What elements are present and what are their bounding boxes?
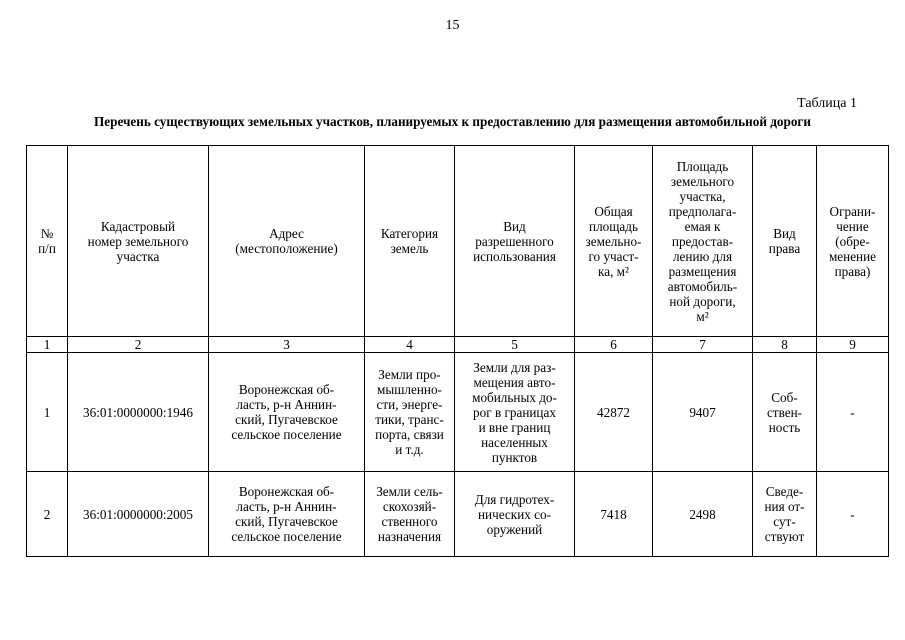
- header-row: [27, 146, 889, 337]
- column-number: 9: [817, 337, 889, 353]
- right-cell: Сведе- ния от- сут- ствуют: [753, 472, 817, 557]
- planned-area-cell: 2498: [653, 472, 753, 557]
- right-cell: Соб- ствен- ность: [753, 353, 817, 472]
- header-cell-total-area: Общая площадь земельно- го участ- ка, м²: [575, 146, 653, 337]
- use-cell: Земли для раз- мещения авто- мобильных до- рог в границах и вне границ населенных пунктов: [455, 353, 575, 472]
- header-cell-planned-area: Площадь земельного участка, предполага- емая к предостав- лению для размещения автомобиль- ной дороги, м²: [653, 146, 753, 337]
- column-number: 2: [68, 337, 209, 353]
- header-cell-restriction: Ограни- чение (обре- менение права): [817, 146, 889, 337]
- table-title: Перечень существующих земельных участков, планируемых к предоставлению для размещения автомобильной дороги: [94, 114, 811, 129]
- header-cell-number: № п/п: [27, 146, 68, 337]
- column-number: 7: [653, 337, 753, 353]
- cadastral-number: 36:01:0000000:2005: [68, 472, 209, 557]
- category-cell: Земли сель- скохозяй- ственного назначения: [365, 472, 455, 557]
- restriction-cell: -: [817, 472, 889, 557]
- header-cell-category: Категория земель: [365, 146, 455, 337]
- column-number-row: [27, 337, 889, 353]
- header-cell-right: Вид права: [753, 146, 817, 337]
- column-number: 4: [365, 337, 455, 353]
- row-number: 1: [27, 353, 68, 472]
- table-row: [27, 472, 889, 557]
- column-number: 3: [209, 337, 365, 353]
- table-label: Таблица 1: [797, 96, 857, 111]
- use-cell: Для гидротех- нических со- оружений: [455, 472, 575, 557]
- header-cell-address: Адрес (местоположение): [209, 146, 365, 337]
- column-number: 6: [575, 337, 653, 353]
- address-cell: Воронежская об- ласть, р-н Аннин- ский, Пугачевское сельское поселение: [209, 472, 365, 557]
- address-cell: Воронежская об- ласть, р-н Аннин- ский, Пугачевское сельское поселение: [209, 353, 365, 472]
- page-number: 15: [445, 18, 460, 33]
- header-cell-cadastral: Кадастровый номер земельного участка: [68, 146, 209, 337]
- column-number: 5: [455, 337, 575, 353]
- column-number: 1: [27, 337, 68, 353]
- total-area-cell: 7418: [575, 472, 653, 557]
- total-area-cell: 42872: [575, 353, 653, 472]
- category-cell: Земли про- мышленно- сти, энерге- тики, транс- порта, связи и т.д.: [365, 353, 455, 472]
- restriction-cell: -: [817, 353, 889, 472]
- land-plots-table: [26, 145, 889, 557]
- table-row: [27, 353, 889, 472]
- planned-area-cell: 9407: [653, 353, 753, 472]
- column-number: 8: [753, 337, 817, 353]
- row-number: 2: [27, 472, 68, 557]
- cadastral-number: 36:01:0000000:1946: [68, 353, 209, 472]
- header-cell-use: Вид разрешенного использования: [455, 146, 575, 337]
